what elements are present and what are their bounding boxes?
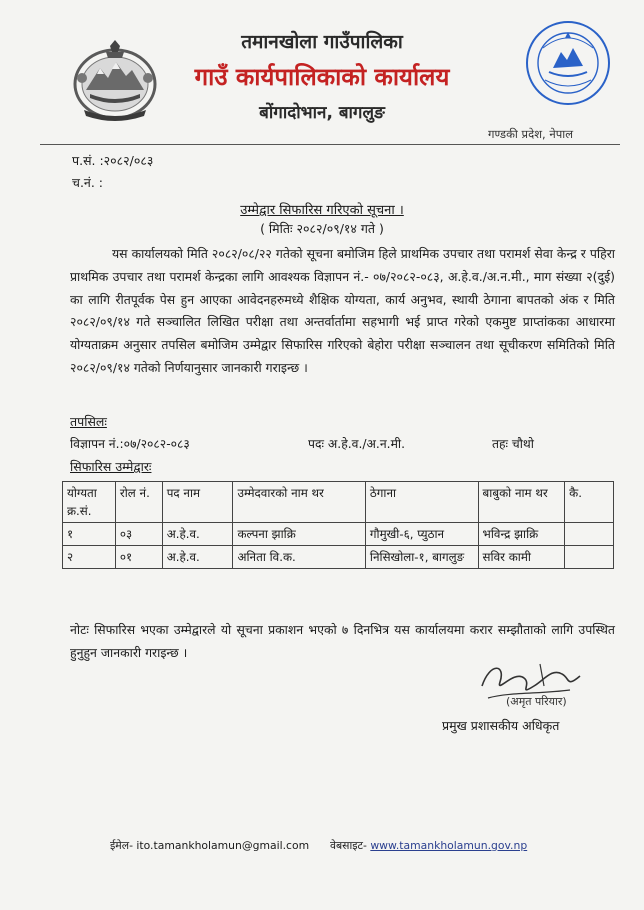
col-father-name: बाबुको नाम थर bbox=[478, 482, 565, 523]
cell-address: गौमुखी-६, प्युठान bbox=[365, 523, 478, 546]
col-remarks: कै. bbox=[565, 482, 614, 523]
col-candidate-name: उम्मेदवारको नाम थर bbox=[233, 482, 365, 523]
table-header-row bbox=[63, 482, 614, 523]
notice-body: यस कार्यालयको मिति २०८२/०८/२२ गतेको सूचना बमोजिम हिले प्राथमिक उपचार तथा परामर्श सेवा केन्द्र र पहिरा प्राथमिक उपचार तथा परामर्श केन्द्रका लागि आवश्यक विज्ञापन नं.- ०७/२०८२-०८३, अ.हे.व./अ.न.मी., माग संख्या २(दुई) का लागि रीतपूर्वक पेस हुन आएका आवेदनहरुमध्ये शैक्षिक योग्यता, कार्य अनुभव, स्थायी ठेगाना बापतको अंक र मिति २०८२/०९/१४ गते सञ्चालित लिखित परीक्षा तथा अन्तर्वार्तामा सहभागी भई प्राप्त गरेको एकमुष्ट प्राप्तांकका आधारमा योग्यताक्रम अनुसार तपसिल बमोजिम उम्मेद्वार सिफारिस गरिएको बेहोरा परीक्षा सञ्चालन तथा सूचीकरण समितिको मिति २०८२/०९/१४ गतेको निर्णयानुसार जानकारी गराइन्छ । bbox=[70, 246, 615, 375]
cell-post: अ.हे.व. bbox=[162, 523, 233, 546]
notice-date: ( मितिः २०८२/०९/१४ गते ) bbox=[260, 221, 384, 236]
letter-number: प.सं. :२०८२/०८३ bbox=[72, 153, 154, 168]
cell-remarks bbox=[565, 546, 614, 569]
recommended-heading: सिफारिस उम्मेद्वारः bbox=[70, 459, 152, 474]
cell-candidate-name: अनिता वि.क. bbox=[233, 546, 365, 569]
table-row bbox=[63, 523, 614, 546]
cell-roll: ०३ bbox=[115, 523, 162, 546]
province-name: गण्डकी प्रदेश, नेपाल bbox=[488, 127, 574, 141]
advertisement-number: विज्ञापन नं.:०७/२०८२-०८३ bbox=[70, 437, 190, 451]
municipality-name: तमानखोला गाउँपालिका bbox=[241, 31, 403, 53]
col-rank: योग्यता क्र.सं. bbox=[63, 482, 116, 523]
candidates-table bbox=[62, 481, 614, 569]
cell-address: निसिखोला-१, बागलुङ bbox=[365, 546, 478, 569]
footer-website-link[interactable]: www.tamankholamun.gov.np bbox=[370, 839, 528, 852]
footer-website-label: वेबसाइट- bbox=[329, 839, 367, 852]
post-level: तहः चौथो bbox=[492, 437, 534, 451]
cell-post: अ.हे.व. bbox=[162, 546, 233, 569]
letterhead-divider bbox=[40, 144, 620, 145]
cell-rank: १ bbox=[63, 523, 116, 546]
cell-rank: २ bbox=[63, 546, 116, 569]
cell-roll: ०१ bbox=[115, 546, 162, 569]
office-name: गाउँ कार्यपालिकाको कार्यालय bbox=[194, 63, 450, 91]
notice-note: नोटः सिफारिस भएका उम्मेद्वारले यो सूचना प्रकाशन भएको ७ दिनभित्र यस कार्यालयमा करार सम्झौताको लागि उपस्थित हुनुहुन जानकारी गराइन्छ । bbox=[70, 622, 615, 660]
details-heading: तपसिलः bbox=[70, 414, 107, 429]
col-address: ठेगाना bbox=[365, 482, 478, 523]
table-row bbox=[63, 546, 614, 569]
cell-father-name: भविन्द्र झाक्रि bbox=[478, 523, 565, 546]
footer-email: ईमेल- ito.tamankholamun@gmail.com bbox=[110, 839, 310, 852]
cell-remarks bbox=[565, 523, 614, 546]
cell-candidate-name: कल्पना झाक्रि bbox=[233, 523, 365, 546]
cell-father-name: सविर कामी bbox=[478, 546, 565, 569]
signatory-title: प्रमुख प्रशासकीय अधिकृत bbox=[442, 718, 560, 733]
notice-title bbox=[0, 200, 644, 218]
col-roll: रोल नं. bbox=[115, 482, 162, 523]
footer bbox=[110, 838, 527, 853]
signatory-name: (अमृत परियार) bbox=[506, 695, 567, 708]
col-post: पद नाम bbox=[162, 482, 233, 523]
notice-title-text: उम्मेद्वार सिफारिस गरिएको सूचना । bbox=[240, 203, 404, 218]
dispatch-number: च.नं. : bbox=[72, 175, 104, 190]
office-address: बोंगादोभान, बागलुङ bbox=[259, 103, 385, 123]
post-name: पदः अ.हे.व./अ.न.मी. bbox=[308, 437, 406, 451]
